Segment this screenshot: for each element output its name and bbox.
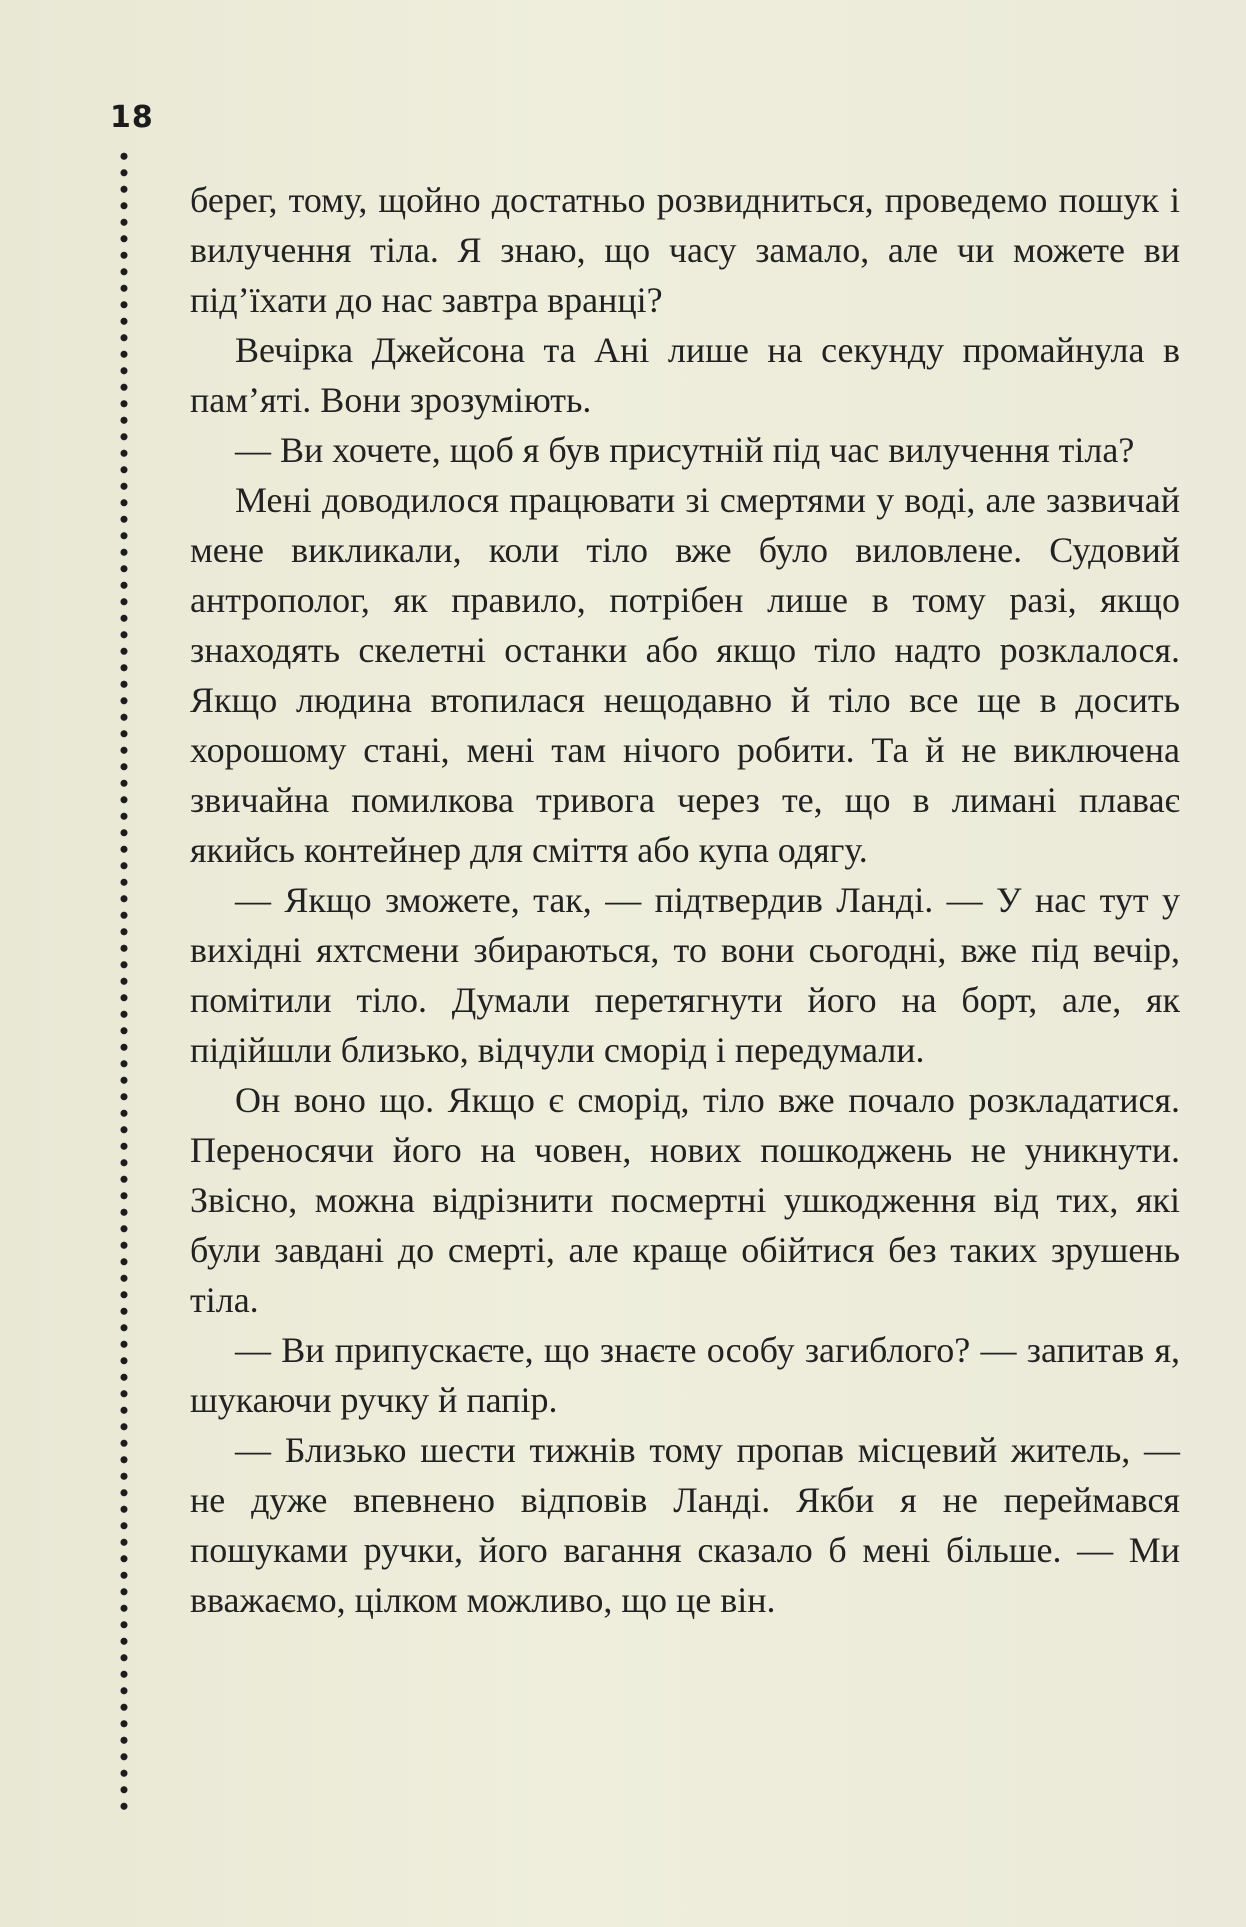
paragraph-4: Мені доводилося працювати зі смертями у воді, але зазвичай мене викликали, коли тіло вже було виловлене. Судовий антрополог, як правило, потрібен лише в тому разі, якщо знаходять скелетні останки або якщо тіло надто розклалося. Якщо людина втопилася нещодавно й тіло все ще в досить хорошому стані, мені там нічого робити. Та й не виключена звичайна помилкова тривога через те, що в лимані плаває якийсь контейнер для сміття або купа одягу. <box>190 480 1180 870</box>
paragraph-3: — Ви хочете, щоб я був присутній під час вилучення тіла? <box>235 430 1135 470</box>
paragraph-5: — Якщо зможете, так, — підтвердив Ланді. — У нас тут у вихідні яхтсмени збираються, то вони сьогодні, вже під вечір, помітили тіло. Думали перетягнути його на борт, але, як підійшли близько, відчули сморід і передумали. <box>190 880 1180 1070</box>
paragraph-2: Вечірка Джейсона та Ані лише на секунду промайнула в пам’яті. Вони зрозуміють. <box>190 330 1180 420</box>
paragraph-8: — Близько шести тижнів тому пропав місцевий житель, — не дуже впевнено відповів Ланді. Якби я не переймався пошуками ручки, його вагання сказало б мені більше. — Ми вважаємо, цілком можливо, що це він. <box>190 1430 1180 1620</box>
paragraph-1: берег, тому, щойно достатньо розвидниться, проведемо пошук і вилучення тіла. Я знаю, що часу замало, але чи можете ви під’їхати до нас завтра вранці? <box>190 180 1180 320</box>
page-number: 18 <box>110 100 154 135</box>
paragraph-6: Он воно що. Якщо є сморід, тіло вже почало розкладатися. Переносячи його на човен, нових пошкоджень не уникнути. Звісно, можна відрізнити посмертні ушкодження від тих, які були завдані до смерті, але краще обійтися без таких зрушень тіла. <box>190 1080 1180 1320</box>
dotted-margin-rule <box>119 148 129 1818</box>
paragraph-7: — Ви припускаєте, що знаєте особу загиблого? — запитав я, шукаючи ручку й папір. <box>190 1330 1180 1420</box>
body-text <box>190 175 1180 1625</box>
